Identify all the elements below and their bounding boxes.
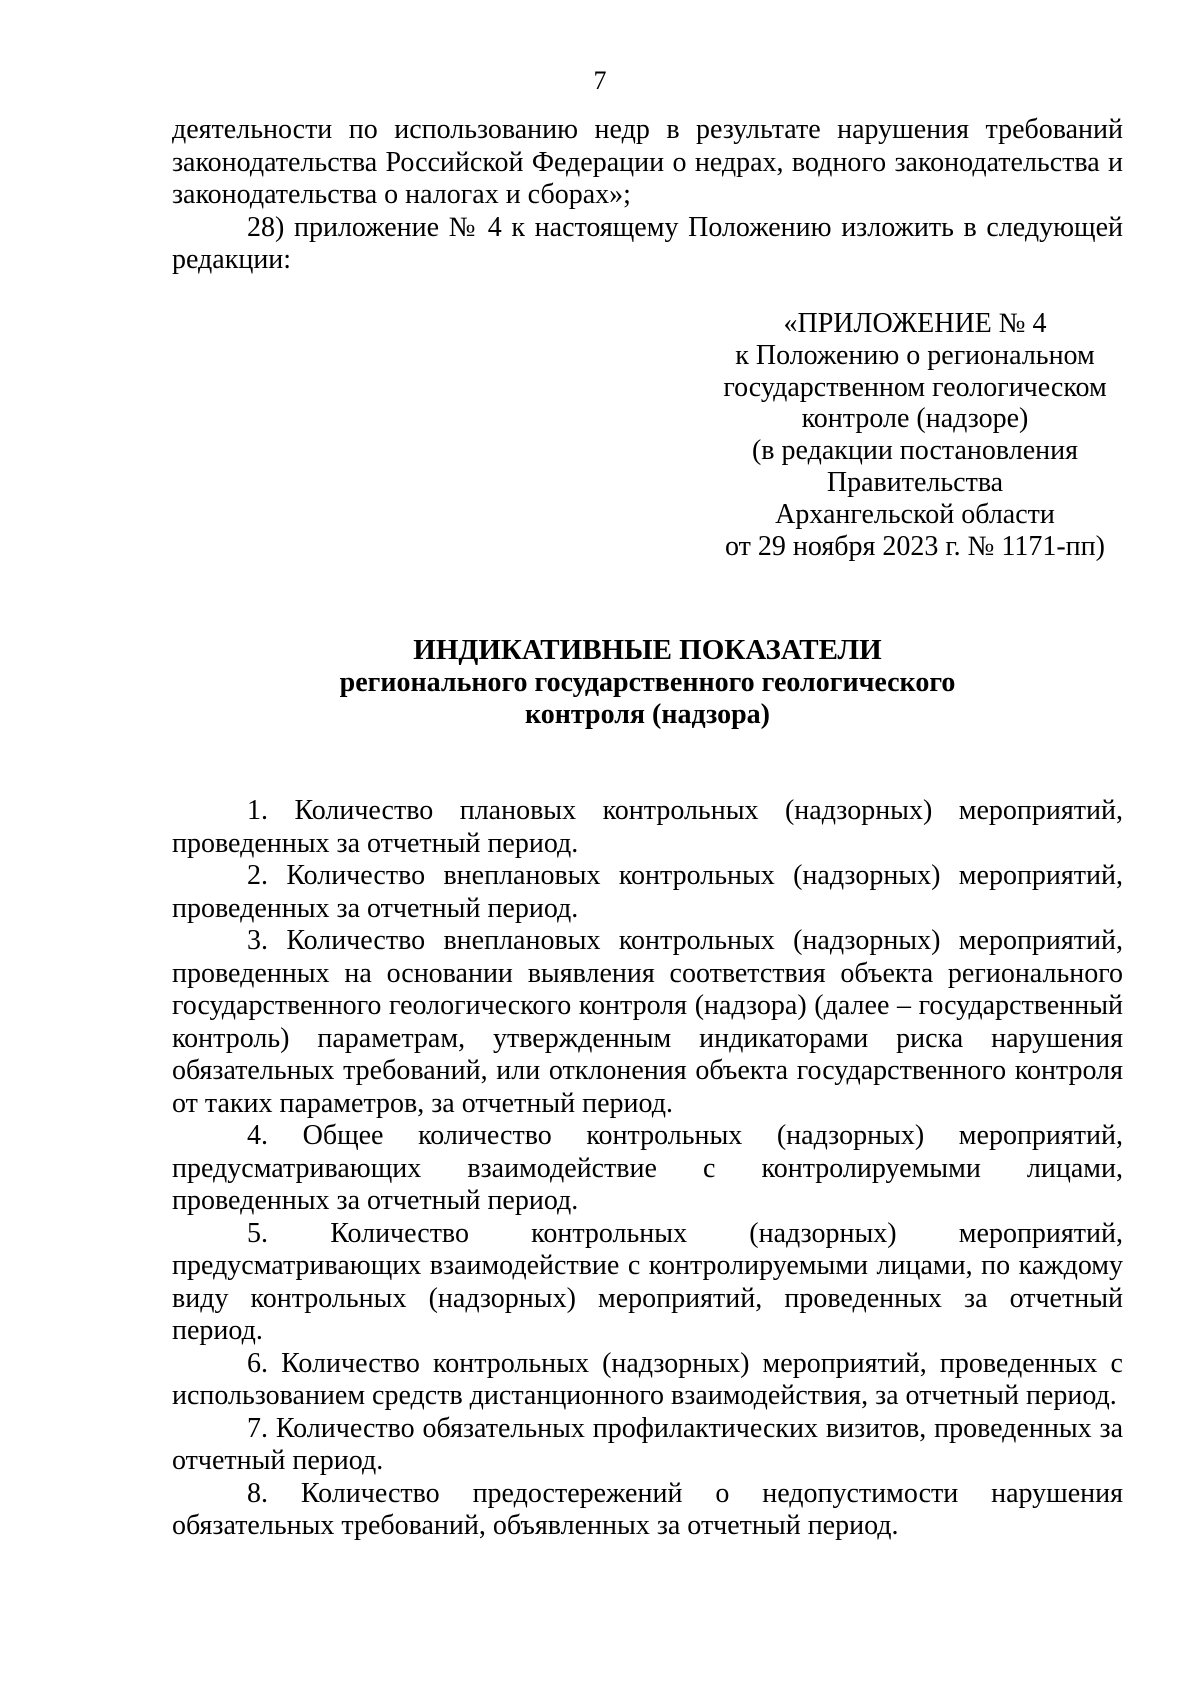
title-subtitle-line: регионального государственного геологического bbox=[339, 666, 956, 698]
appendix-line: к Положению о региональном bbox=[735, 339, 1095, 371]
page-number: 7 bbox=[593, 66, 607, 95]
indicator-item: 6. Количество контрольных (надзорных) мероприятий, проведенных с использованием средств дистанционного взаимодействия, за отчетный период. bbox=[172, 1347, 1123, 1411]
indicator-item: 2. Количество внеплановых контрольных (надзорных) мероприятий, проведенных за отчетный период. bbox=[172, 860, 1123, 924]
appendix-line: контроле (надзоре) bbox=[801, 403, 1029, 435]
title-subtitle-line: контроля (надзора) bbox=[525, 699, 770, 730]
intro-block bbox=[172, 114, 1123, 277]
indicator-item: 5. Количество контрольных (надзорных) мероприятий, предусматривающих взаимодействие с контролируемыми лицами, по каждому виду контрольных (надзорных) мероприятий, проведенных за отчетный период. bbox=[172, 1217, 1123, 1346]
indicators-list bbox=[172, 795, 1123, 1543]
appendix-line: Архангельской области bbox=[775, 498, 1055, 530]
indicator-item: 8. Количество предостережений о недопустимости нарушения обязательных требований, объявленных за отчетный период. bbox=[172, 1477, 1123, 1541]
title-main: ИНДИКАТИВНЫЕ ПОКАЗАТЕЛИ bbox=[413, 634, 882, 666]
appendix-header bbox=[680, 308, 1150, 562]
appendix-line: от 29 ноября 2023 г. № 1171-пп) bbox=[725, 530, 1105, 562]
indicator-item: 1. Количество плановых контрольных (надзорных) мероприятий, проведенных за отчетный период. bbox=[172, 795, 1123, 859]
intro-continuation-paragraph: деятельности по использованию недр в результате нарушения требований законодательства Российской Федерации о недрах, водного законодательства и законодательства о налогах и сборах»; bbox=[172, 114, 1123, 210]
document-title bbox=[172, 634, 1123, 732]
appendix-line: (в редакции постановления bbox=[751, 435, 1079, 467]
amendment-paragraph: 28) приложение № 4 к настоящему Положению изложить в следующей редакции: bbox=[172, 211, 1123, 275]
indicator-item: 4. Общее количество контрольных (надзорных) мероприятий, предусматривающих взаимодействие с контролируемыми лицами, проведенных за отчетный период. bbox=[172, 1120, 1123, 1216]
appendix-line: Правительства bbox=[826, 466, 1004, 498]
appendix-line: «ПРИЛОЖЕНИЕ № 4 bbox=[783, 308, 1047, 339]
indicator-item: 3. Количество внеплановых контрольных (надзорных) мероприятий, проведенных на основании выявления соответствия объекта регионального государственного геологического контроля (надзора) (далее – государственный контроль) параметрам, утвержденным индикаторами риска нарушения обязательных требований, или отклонения объекта государственного контроля от таких параметров, за отчетный период. bbox=[172, 925, 1123, 1119]
indicator-item: 7. Количество обязательных профилактических визитов, проведенных за отчетный период. bbox=[172, 1412, 1123, 1476]
appendix-line: государственном геологическом bbox=[723, 371, 1107, 403]
